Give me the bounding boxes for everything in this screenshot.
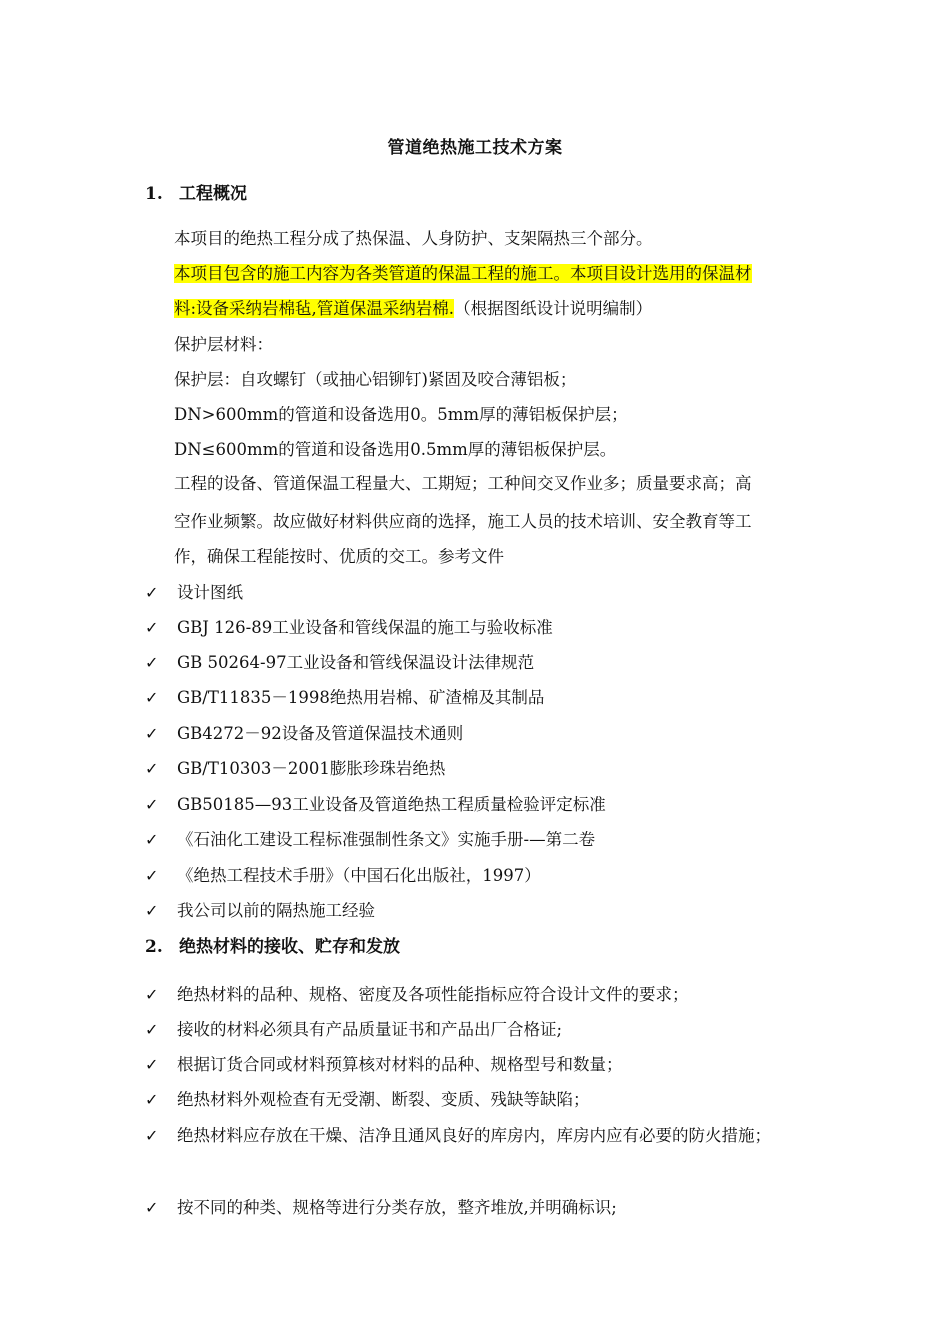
- reference-item: ✓ 《石油化工建设工程标准强制性条文》实施手册-—第二卷: [145, 830, 596, 849]
- highlighted-text: 本项目包含的施工内容为各类管道的保温工程的施工。本项目设计选用的保温材: [174, 264, 752, 283]
- reference-item: ✓ 设计图纸: [145, 583, 243, 602]
- check-icon: ✓: [145, 618, 159, 637]
- section-1-number: 1.: [145, 184, 163, 204]
- spec-line-under-600: DN≤600mm的管道和设备选用0.5mm厚的薄铝板保护层。: [174, 440, 617, 459]
- reference-item: ✓ GBJ 126-89工业设备和管线保温的施工与验收标准: [145, 618, 553, 637]
- reference-item: ✓ 《绝热工程技术手册》（中国石化出版社，1997）: [145, 866, 541, 885]
- overview-paragraph-2a: [174, 260, 752, 284]
- reference-item: ✓ GB 50264-97工业设备和管线保温设计法律规范: [145, 653, 535, 672]
- check-icon: ✓: [145, 688, 159, 707]
- overview-paragraph-7b: 空作业频繁。故应做好材料供应商的选择，施工人员的技术培训、安全教育等工: [174, 512, 752, 531]
- check-icon: ✓: [145, 795, 159, 814]
- section-2-heading: [145, 932, 400, 957]
- reference-item: ✓ 我公司以前的隔热施工经验: [145, 901, 375, 920]
- check-icon: ✓: [145, 1090, 159, 1109]
- check-icon: ✓: [145, 1055, 159, 1074]
- check-icon: ✓: [145, 866, 159, 885]
- requirement-item: ✓ 根据订货合同或材料预算核对材料的品种、规格型号和数量；: [145, 1055, 623, 1074]
- check-icon: ✓: [145, 985, 159, 1004]
- overview-paragraph-7c: 作，确保工程能按时、优质的交工。参考文件: [174, 547, 504, 566]
- reference-item: ✓ GB50185—93工业设备及管道绝热工程质量检验评定标准: [145, 795, 606, 814]
- overview-paragraph-2b: [174, 295, 652, 319]
- check-icon: ✓: [145, 901, 159, 920]
- check-icon: ✓: [145, 1198, 159, 1217]
- requirement-item: ✓ 绝热材料外观检查有无受潮、断裂、变质、残缺等缺陷；: [145, 1090, 590, 1109]
- page-title: 管道绝热施工技术方案: [387, 138, 563, 158]
- section-2-number: 2.: [145, 937, 163, 957]
- overview-paragraph-7a: 工程的设备、管道保温工程量大、工期短；工种间交叉作业多；质量要求高；高: [174, 474, 752, 493]
- check-icon: ✓: [145, 1020, 159, 1039]
- check-icon: ✓: [145, 724, 159, 743]
- check-icon: ✓: [145, 583, 159, 602]
- protective-layer-label: 保护层材料：: [174, 335, 273, 354]
- overview-paragraph-1: 本项目的绝热工程分成了热保温、人身防护、支架隔热三个部分。: [174, 229, 653, 248]
- protective-layer-desc: 保护层：自攻螺钉（或抽心铝铆钉)紧固及咬合薄铝板；: [174, 370, 577, 389]
- requirement-item: ✓ 接收的材料必须具有产品质量证书和产品出厂合格证;: [145, 1020, 563, 1039]
- reference-item: ✓ GB4272－92设备及管道保温技术通则: [145, 724, 464, 743]
- highlighted-text: 料:设备采纳岩棉毡,管道保温采纳岩棉.: [174, 299, 455, 318]
- spec-line-over-600: DN>600mm的管道和设备选用0。5mm厚的薄铝板保护层；: [174, 405, 628, 424]
- requirement-item: ✓ 绝热材料应存放在干燥、洁净且通风良好的库房内，库房内应有必要的防火措施；: [145, 1126, 771, 1145]
- reference-item: ✓ GB/T10303－2001膨胀珍珠岩绝热: [145, 759, 446, 778]
- check-icon: ✓: [145, 1126, 159, 1145]
- section-2-title: 绝热材料的接收、贮存和发放: [179, 937, 400, 957]
- paragraph-tail: （根据图纸设计说明编制）: [454, 299, 653, 318]
- section-1-heading: [145, 179, 247, 204]
- requirement-item: ✓ 按不同的种类、规格等进行分类存放，整齐堆放,并明确标识;: [145, 1198, 617, 1217]
- section-1-title: 工程概况: [179, 184, 247, 204]
- check-icon: ✓: [145, 759, 159, 778]
- reference-item: ✓ GB/T11835－1998绝热用岩棉、矿渣棉及其制品: [145, 688, 545, 707]
- requirement-item: ✓ 绝热材料的品种、规格、密度及各项性能指标应符合设计文件的要求；: [145, 985, 689, 1004]
- check-icon: ✓: [145, 830, 159, 849]
- check-icon: ✓: [145, 653, 159, 672]
